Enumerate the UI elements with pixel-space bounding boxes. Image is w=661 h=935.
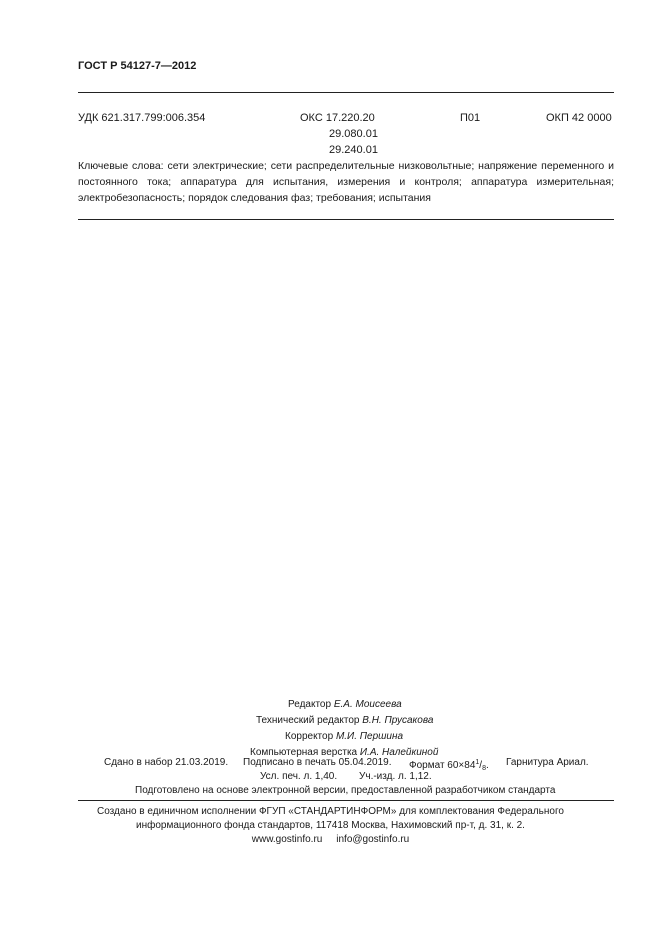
email-link[interactable]: info@gostinfo.ru [336, 834, 410, 845]
keywords-paragraph [78, 158, 614, 206]
okp-code: ОКП 42 0000 [546, 112, 612, 124]
tech-editor-name: В.Н. Прусакова [362, 715, 434, 726]
oks-code: ОКС 17.220.20 [300, 112, 375, 124]
oks-code-3: 29.240.01 [329, 144, 378, 156]
print-sheets: Усл. печ. л. 1,40. [260, 771, 338, 782]
footer-divider [78, 800, 614, 801]
prepared-note: Подготовлено на основе электронной версии, предоставленной разработчиком стандарта [135, 785, 556, 796]
document-code: ГОСТ Р 54127-7—2012 [78, 60, 197, 72]
format-prefix: Формат 60×84 [409, 760, 476, 771]
keywords-label: Ключевые слова: [78, 160, 164, 172]
format-denominator: 8 [482, 765, 486, 772]
oks-code-2: 29.080.01 [329, 128, 378, 140]
p-code: П01 [460, 112, 481, 124]
keywords-text: сети электрические; сети распределительные низковольтные; напряжение переменного и постоянного тока; аппаратура для испытания, измерения и контроля; аппаратура измерительная; электробезопасность; порядок следования фаз; требования; испытания [78, 160, 615, 204]
footer-contacts [0, 832, 661, 847]
editor-name: Е.А. Моисеева [333, 699, 402, 710]
font-info: Гарнитура Ариал. [506, 757, 589, 768]
udk-code: УДК 621.317.799:006.354 [78, 112, 206, 124]
website-link[interactable]: www.gostinfo.ru [251, 834, 323, 845]
layout-name: И.А. Налейкиной [359, 747, 439, 758]
publisher-sheets: Уч.-изд. л. 1,12. [359, 771, 432, 782]
layout-label: Компьютерная верстка [250, 747, 358, 758]
keywords-divider [78, 219, 614, 220]
typeset-date: Сдано в набор 21.03.2019. [104, 757, 229, 768]
footer-line-1: Создано в единичном исполнении ФГУП «СТАНДАРТИНФОРМ» для комплектования Федерального [97, 806, 564, 817]
signed-date: Подписано в печать 05.04.2019. [243, 757, 392, 768]
header-divider [78, 92, 614, 93]
format-info: Формат $60\times 84^1/_8$. [409, 759, 489, 772]
corrector-name: М.И. Першина [335, 731, 404, 742]
tech-editor-label: Технический редактор [256, 715, 360, 726]
format-numerator: 1 [475, 759, 480, 766]
editor-line [288, 697, 402, 713]
corrector-label: Корректор [285, 731, 334, 742]
tech-editor-line [256, 713, 433, 729]
editor-label: Редактор [288, 699, 332, 710]
corrector-line [285, 729, 403, 745]
footer-line-2: информационного фонда стандартов, 117418 Москва, Нахимовский пр-т, д. 31, к. 2. [136, 820, 525, 831]
